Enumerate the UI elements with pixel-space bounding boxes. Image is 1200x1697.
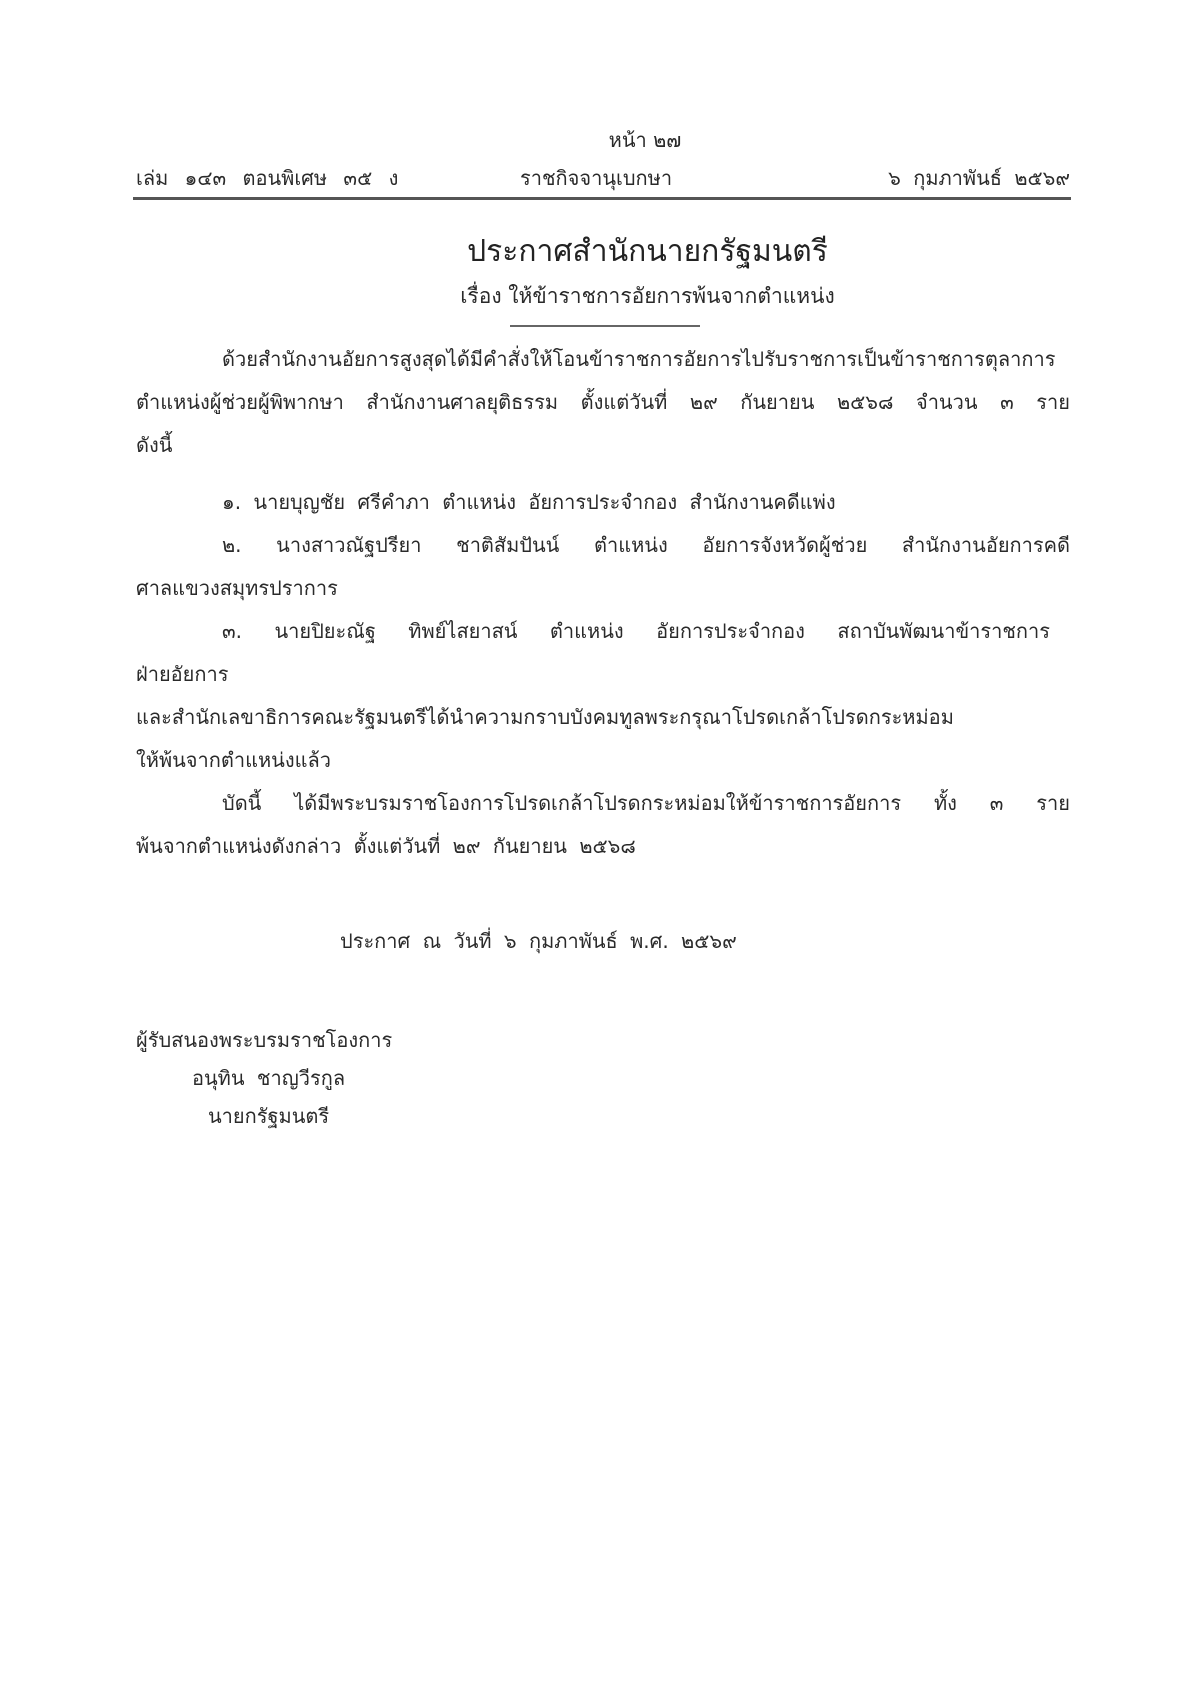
intro-line-2: ตำแหน่งผู้ช่วยผู้พิพากษา สำนักงานศาลยุติธรรม ตั้งแต่วันที่ ๒๙ กันยายน ๒๕๖๘ จำนวน ๓ ราย — [136, 390, 1070, 414]
list-item-3-line-2: ฝ่ายอัยการ — [136, 662, 229, 686]
announcement-date: ประกาศ ณ วันที่ ๖ กุมภาพันธ์ พ.ศ. ๒๕๖๙ — [340, 929, 737, 953]
document-title: ประกาศสำนักนายกรัฐมนตรี — [467, 234, 828, 269]
conclusion-line-2: พ้นจากตำแหน่งดังกล่าว ตั้งแต่วันที่ ๒๙ กันยายน ๒๕๖๘ — [136, 834, 636, 858]
royal-line-2: ให้พ้นจากตำแหน่งแล้ว — [136, 748, 331, 772]
intro-line-1: ด้วยสำนักงานอัยการสูงสุดได้มีคำสั่งให้โอนข้าราชการอัยการไปรับราชการเป็นข้าราชการตุลาการ — [222, 347, 1056, 371]
list-item-2-line-1: ๒. นางสาวณัฐปรียา ชาติสัมปันน์ ตำแหน่ง อัยการจังหวัดผู้ช่วย สำนักงานอัยการคดี — [222, 533, 1070, 557]
page-number: หน้า ๒๗ — [608, 128, 682, 152]
conclusion-line-1: บัดนี้ ได้มีพระบรมราชโองการโปรดเกล้าโปรดกระหม่อมให้ข้าราชการอัยการ ทั้ง ๓ ราย — [222, 791, 1070, 815]
royal-line-1: และสำนักเลขาธิการคณะรัฐมนตรีได้นำความกราบบังคมทูลพระกรุณาโปรดเกล้าโปรดกระหม่อม — [136, 705, 954, 729]
signatory-name: อนุทิน ชาญวีรกูล — [192, 1066, 346, 1090]
title-divider — [510, 325, 700, 327]
countersign-label: ผู้รับสนองพระบรมราชโองการ — [136, 1028, 393, 1052]
list-item-1: ๑. นายบุญชัย ศรีคำภา ตำแหน่ง อัยการประจำกอง สำนักงานคดีแพ่ง — [222, 490, 836, 514]
intro-line-3: ดังนี้ — [136, 433, 173, 457]
publication-date: ๖ กุมภาพันธ์ ๒๕๖๙ — [888, 166, 1070, 190]
list-item-3-line-1: ๓. นายปิยะณัฐ ทิพย์ไสยาสน์ ตำแหน่ง อัยการประจำกอง สถาบันพัฒนาข้าราชการ — [222, 619, 1050, 643]
publication-name: ราชกิจจานุเบกษา — [520, 166, 673, 190]
header-divider — [133, 197, 1071, 200]
document-subject: เรื่อง ให้ข้าราชการอัยการพ้นจากตำแหน่ง — [460, 284, 835, 308]
list-item-2-line-2: ศาลแขวงสมุทรปราการ — [136, 576, 338, 600]
signatory-position: นายกรัฐมนตรี — [208, 1104, 330, 1128]
volume-info: เล่ม ๑๔๓ ตอนพิเศษ ๓๕ ง — [136, 166, 399, 190]
